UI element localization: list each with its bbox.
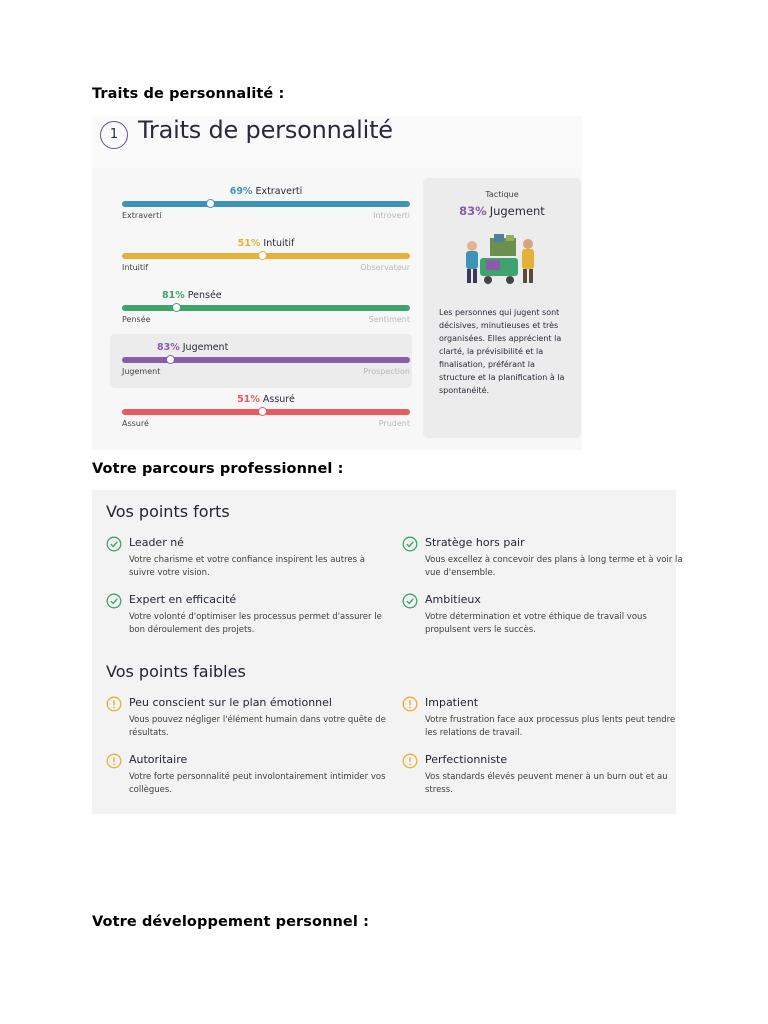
trait-name: Assuré xyxy=(262,394,295,405)
check-circle-icon xyxy=(402,536,418,552)
career-card xyxy=(92,490,683,814)
trait-left-label: Extraverti xyxy=(122,211,162,220)
strength-desc: Votre détermination et votre éthique de travail vous propulsent vers le succès. xyxy=(425,612,647,635)
development-heading: Votre développement personnel : xyxy=(92,914,369,930)
trait-knob xyxy=(166,355,175,364)
trait-right-label: Prudent xyxy=(378,419,410,428)
weakness-title: Impatient xyxy=(425,696,479,709)
trait-description: Les personnes qui jugent sont décisives, minutieuses et très organisées. Elles apprécient la clarté, la prévisibilité et la finalisation, préférant la structure et la planification à la spontanéité. xyxy=(439,308,565,395)
trait-name: Jugement xyxy=(182,342,229,353)
trait-detail-name: Jugement xyxy=(489,204,545,218)
weakness-title: Peu conscient sur le plan émotionnel xyxy=(129,696,332,709)
check-circle-icon xyxy=(402,593,418,609)
trait-label xyxy=(162,290,450,301)
trait-percent: 51% xyxy=(237,238,261,249)
trait-scale-intuitif xyxy=(122,238,410,286)
trait-left-label: Assuré xyxy=(122,419,149,428)
trait-right-label: Observateur xyxy=(360,263,410,272)
weakness-title: Autoritaire xyxy=(129,753,188,766)
trait-detail-percent: 83% xyxy=(459,204,487,218)
weakness-desc: Vous pouvez négliger l'élément humain dans votre quête de résultats. xyxy=(129,715,386,738)
trait-bar xyxy=(122,305,410,311)
trait-right-label: Sentiment xyxy=(368,315,410,324)
trait-scale-assure xyxy=(122,394,410,442)
trait-left-label: Jugement xyxy=(122,367,161,376)
trait-label xyxy=(157,342,445,353)
weakness-desc: Votre frustration face aux processus plus lents peut tendre les relations de travail. xyxy=(425,715,676,738)
strengths-title: Vos points forts xyxy=(106,502,230,521)
warning-circle-icon xyxy=(402,753,418,769)
trait-percent: 83% xyxy=(157,342,180,353)
warning-circle-icon xyxy=(106,753,122,769)
strength-desc: Vous excellez à concevoir des plans à long terme et à voir la vue d'ensemble. xyxy=(425,555,683,578)
check-circle-icon xyxy=(106,536,122,552)
weakness-desc: Votre forte personnalité peut involontairement intimider vos collègues. xyxy=(129,772,386,795)
trait-name: Intuitif xyxy=(263,238,295,249)
trait-role-tag: Tactique xyxy=(485,190,519,199)
trait-label xyxy=(122,394,410,405)
trait-scale-extraverti xyxy=(122,186,410,234)
trait-label xyxy=(122,186,410,197)
trait-percent: 51% xyxy=(237,394,260,405)
warning-circle-icon xyxy=(106,696,122,712)
weaknesses-title: Vos points faibles xyxy=(106,662,246,681)
trait-scale-jugement xyxy=(122,342,410,390)
career-heading: Votre parcours professionnel : xyxy=(92,461,344,477)
people-illustration xyxy=(460,232,544,290)
traits-scales xyxy=(112,178,412,440)
strength-title: Ambitieux xyxy=(425,593,481,606)
traits-card xyxy=(92,116,582,450)
trait-name: Extraverti xyxy=(255,186,303,197)
trait-bar xyxy=(122,201,410,207)
trait-detail-title xyxy=(423,204,581,218)
trait-knob xyxy=(172,303,181,312)
trait-right-label: Introverti xyxy=(373,211,410,220)
trait-name: Pensée xyxy=(187,290,222,301)
warning-circle-icon xyxy=(402,696,418,712)
trait-percent: 69% xyxy=(229,186,253,197)
step-number-badge: 1 xyxy=(100,121,128,149)
check-circle-icon xyxy=(106,593,122,609)
trait-percent: 81% xyxy=(162,290,185,301)
trait-label xyxy=(122,238,410,249)
strength-title: Expert en efficacité xyxy=(129,593,237,606)
weakness-title: Perfectionniste xyxy=(425,753,508,766)
weakness-desc: Vos standards élevés peuvent mener à un burn out et au stress. xyxy=(425,772,668,795)
strength-title: Stratège hors pair xyxy=(425,536,525,549)
trait-left-label: Pensée xyxy=(122,315,151,324)
strength-desc: Votre volonté d'optimiser les processus permet d'assurer le bon déroulement des projets. xyxy=(129,612,382,635)
traits-card-title: Traits de personnalité xyxy=(138,116,393,144)
traits-card-header xyxy=(92,116,582,168)
trait-detail-panel xyxy=(423,178,581,438)
traits-heading: Traits de personnalité : xyxy=(92,86,285,102)
trait-scale-pensee xyxy=(122,290,410,338)
strength-desc: Votre charisme et votre confiance inspirent les autres à suivre votre vision. xyxy=(129,555,365,578)
trait-right-label: Prospection xyxy=(363,367,410,376)
trait-left-label: Intuitif xyxy=(122,263,149,272)
strength-title: Leader né xyxy=(129,536,184,549)
